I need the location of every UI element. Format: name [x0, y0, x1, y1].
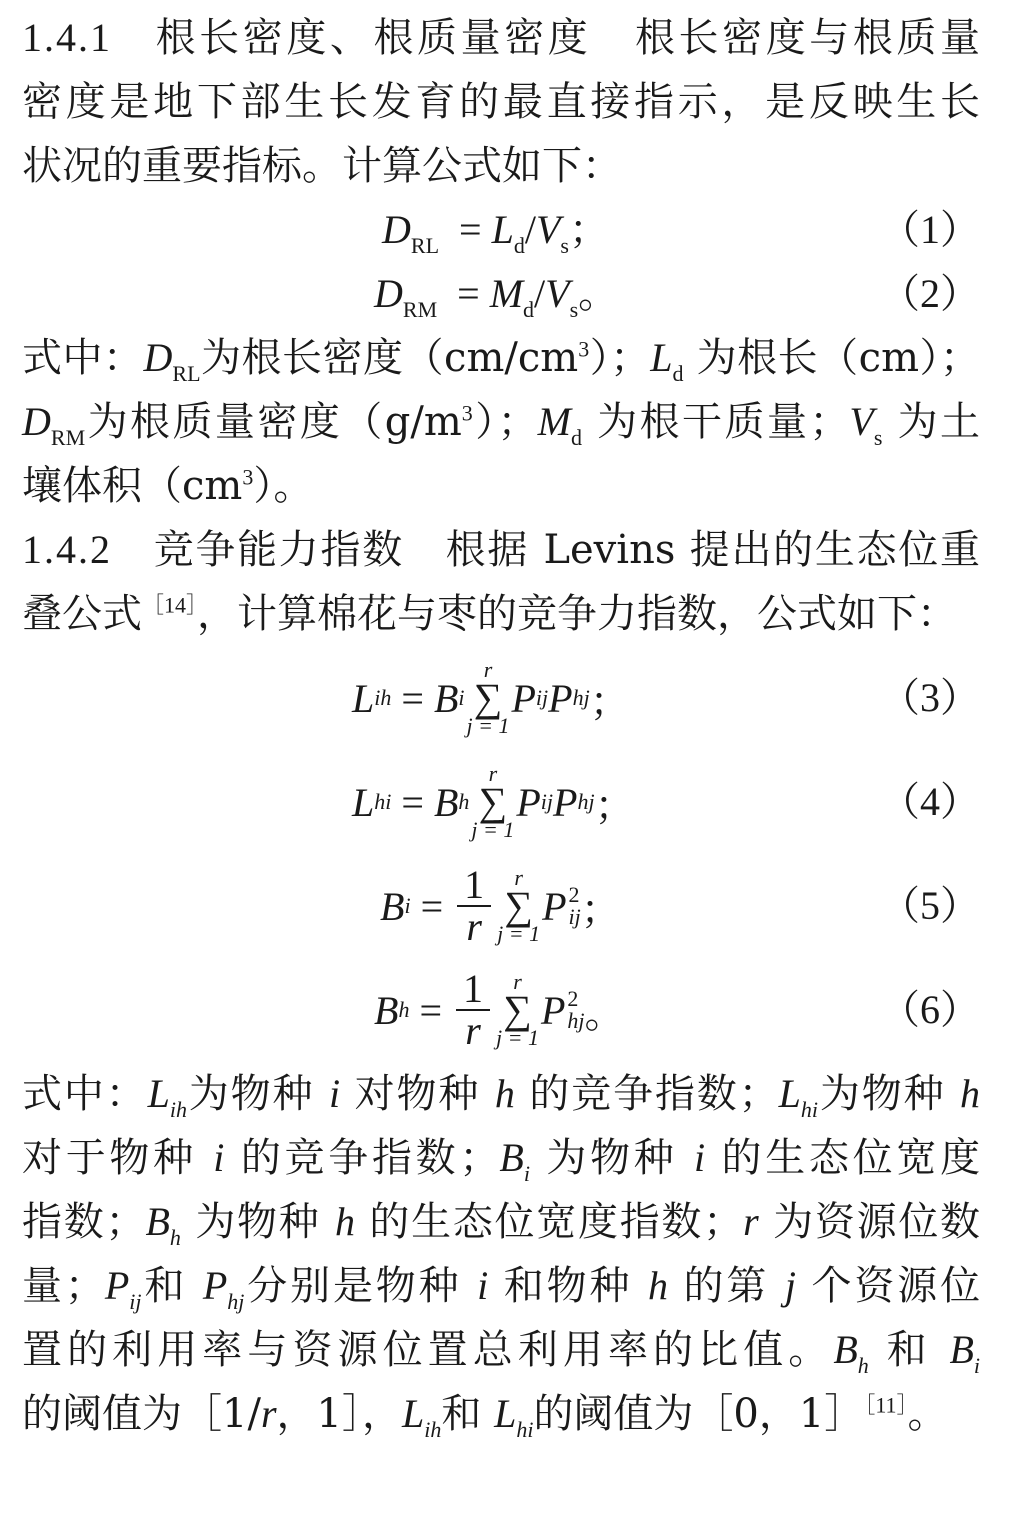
section-1-4-2-line-2: 叠公式$^{[14]}$，计算棉花与枣的竞争力指数，公式如下：: [22, 591, 958, 637]
section-1-4-1-line-1: [22, 6, 980, 70]
equation-1: [22, 198, 980, 262]
article-page: [22, 6, 980, 1446]
legend-2-line-5: 置的利用率与资源位置总利用率的比值。$B_h$ 和 $B_i$: [22, 1327, 981, 1378]
section-heading: 竞争能力指数: [152, 527, 404, 573]
legend-1-line-3: 壤体积$(cm^3)$。: [22, 463, 314, 509]
section-number: 1.4.2: [22, 527, 112, 572]
equation-2: [22, 262, 980, 326]
section-number: 1.4.1: [22, 15, 112, 60]
citation-14: ［14］: [142, 592, 198, 618]
equation-1-body: $D_{RL} = L_d/V_s$；: [382, 207, 609, 258]
equation-6-number: （6）: [880, 987, 980, 1032]
legend-2-line-4: 量；$P_{ij}$和 $P_{hj}$分别是物种 i 和物种 h 的第 j 个资源位: [22, 1263, 981, 1314]
citation-11: ［11］: [864, 1392, 908, 1418]
equation-3-number: （3）: [880, 675, 980, 720]
section-1-4-1-line-3: 状况的重要指标。计算公式如下：: [22, 143, 622, 189]
legend-1-line-1: 式中：$D_{RL}$为根长密度$(cm/cm^3)$；$L_d$ 为根长（cm）；: [22, 335, 981, 386]
paragraph-text: 根据 Levins 提出的生态位重: [443, 527, 980, 573]
paragraph-text: 根长密度与根质量: [631, 15, 981, 61]
equation-3-body: L ih = B i r ∑ j = 1 P ij P hj ；: [352, 657, 630, 738]
equation-1-number: （1）: [880, 207, 980, 252]
equation-6: [22, 958, 980, 1062]
legend-1-line-2: $D_{RM}$为根质量密度$(g/m^3)$；$M_d$ 为根干质量；$V_s$ 为土: [22, 399, 981, 450]
legend-2-line-6: 的阈值为［1/r，1］，$L_{ih}$和 $L_{hi}$的阈值为［0，1］$^{[11]}$。: [22, 1391, 948, 1442]
section-heading: 根长密度、根质量密度: [152, 15, 592, 61]
equation-5-body: B i = $\frac{1}{r}$ r ∑ j = 1 P 2 ij ；: [380, 862, 621, 949]
equation-4: [22, 750, 980, 854]
legend-2-line-1: 式中：$L_{ih}$为物种 i 对物种 h 的竞争指数；$L_{hi}$为物种 h: [22, 1071, 981, 1122]
equation-4-number: （4）: [880, 779, 980, 824]
equation-3: [22, 646, 980, 750]
section-1-4-2-line-1: [22, 518, 980, 582]
equation-2-number: （2）: [880, 271, 980, 316]
equation-5-number: （5）: [880, 883, 980, 928]
legend-2-line-3: 指数；$B_h$ 为物种 h 的生态位宽度指数；r 为资源位数: [22, 1199, 981, 1250]
equation-4-body: L hi = B h r ∑ j = 1 P ij P hj ；: [352, 761, 635, 842]
equation-6-body: B h = $\frac{1}{r}$ r ∑ j = 1 P 2 hj 。: [374, 966, 625, 1053]
section-1-4-1-line-2: 密度是地下部生长发育的最直接指示，是反映生长: [22, 79, 980, 125]
equation-2-body: $D_{RM} = M_d/V_s$。: [374, 271, 619, 322]
equation-5: [22, 854, 980, 958]
legend-2-line-2: 对于物种 i 的竞争指数；$B_i$ 为物种 i 的生态位宽度: [22, 1135, 981, 1186]
